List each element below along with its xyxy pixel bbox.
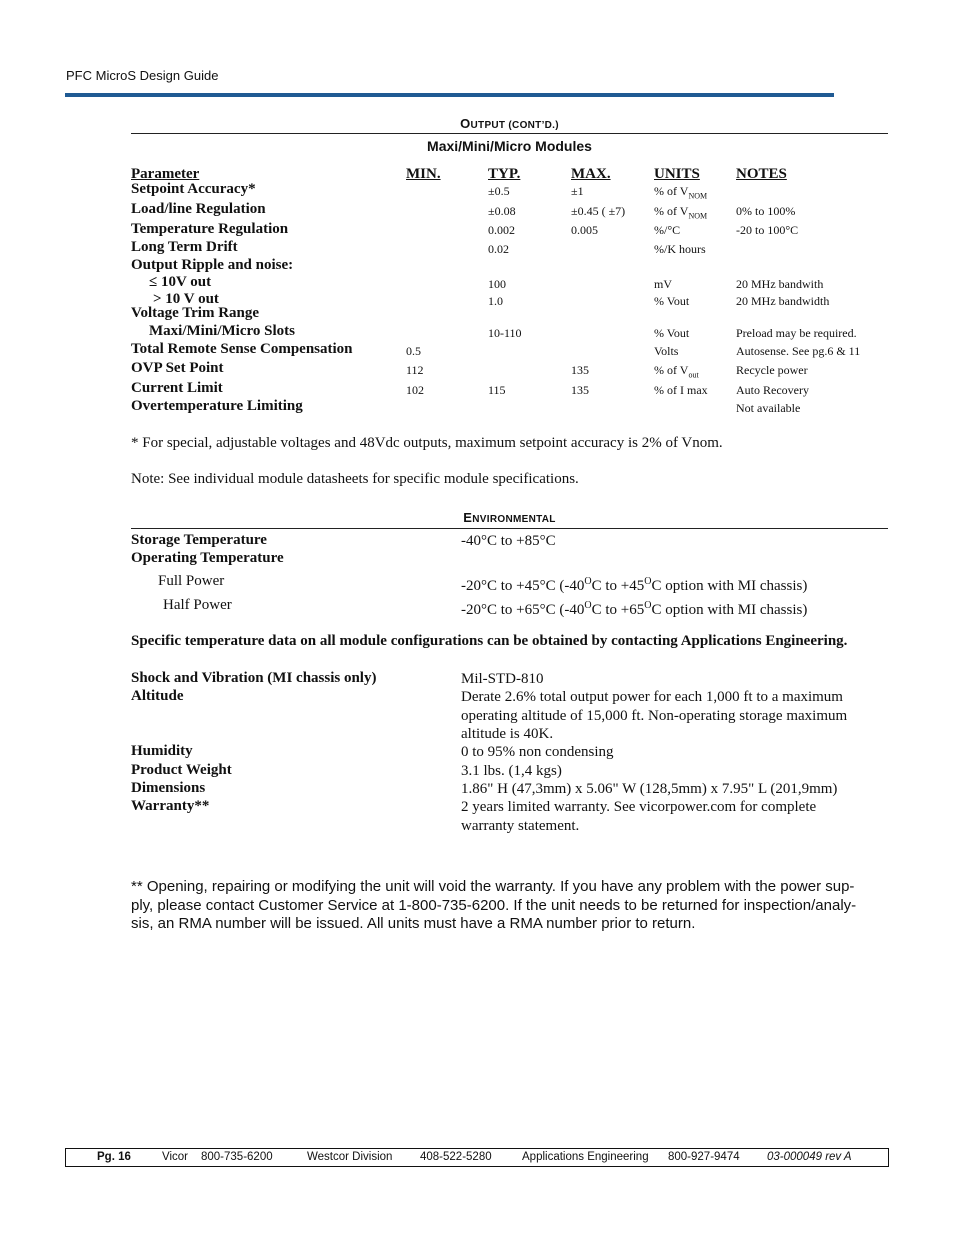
row-setpoint-max: ±1 bbox=[571, 184, 584, 198]
col-typ: TYP. bbox=[488, 166, 521, 182]
row-ovp-notes: Recycle power bbox=[736, 363, 808, 377]
row-trim-label: Voltage Trim Range bbox=[131, 305, 260, 321]
row-loadline-notes: 0% to 100% bbox=[736, 204, 796, 218]
row-ovp-max: 135 bbox=[571, 363, 589, 377]
specific-temp-note: Specific temperature data on all module configurations can be obtained by contacting Applications Engineering. bbox=[131, 633, 848, 649]
shock-value: Mil-STD-810 bbox=[461, 671, 544, 687]
footer-apps-phone: 800-927-9474 bbox=[668, 1151, 740, 1163]
dimensions-label: Dimensions bbox=[131, 780, 206, 796]
row-ripple-label: Output Ripple and noise: bbox=[131, 257, 294, 273]
row-ripple-high-units: % Vout bbox=[654, 294, 690, 308]
row-ovp-min: 112 bbox=[406, 363, 424, 377]
output-section-rule bbox=[131, 133, 888, 134]
row-overtemp-label: Overtemperature Limiting bbox=[131, 398, 303, 414]
row-ripple-low-typ: 100 bbox=[488, 277, 506, 291]
warranty-value: 2 years limited warranty. See vicorpower.com for complete warranty statement. bbox=[461, 799, 817, 834]
setpoint-footnote: * For special, adjustable voltages and 48Vdc outputs, maximum setpoint accuracy is 2% of Vnom. bbox=[131, 435, 723, 451]
row-remote-units: Volts bbox=[654, 344, 679, 358]
row-current-max: 135 bbox=[571, 383, 589, 397]
row-current-units: % of I max bbox=[654, 383, 708, 397]
row-trim-slots-units: % Vout bbox=[654, 326, 690, 340]
row-loadline-label: Load/line Regulation bbox=[131, 201, 266, 217]
row-ripple-high-label: > 10 V out bbox=[153, 291, 219, 307]
row-ripple-low-notes: 20 MHz bandwith bbox=[736, 277, 824, 291]
operating-temp-label: Operating Temperature bbox=[131, 550, 284, 566]
row-current-label: Current Limit bbox=[131, 380, 223, 396]
row-ovp-units: % of $V_{out}$ bbox=[654, 363, 699, 380]
col-notes: NOTES bbox=[736, 166, 787, 182]
header-rule bbox=[65, 93, 834, 97]
weight-label: Product Weight bbox=[131, 762, 232, 778]
row-overtemp-notes: Not available bbox=[736, 401, 801, 415]
col-parameter: Parameter bbox=[131, 166, 200, 182]
row-setpoint-units: % of $V_{NOM}$ bbox=[654, 184, 708, 201]
environmental-rule bbox=[131, 528, 888, 529]
row-ripple-high-typ: 1.0 bbox=[488, 294, 503, 308]
warranty-label: Warranty** bbox=[131, 798, 210, 814]
footer-doc-number: 03-000049 rev A bbox=[767, 1151, 852, 1163]
row-loadline-typ: ±0.08 bbox=[488, 204, 516, 218]
row-loadline-max: ±0.45 ( ±7) bbox=[571, 204, 626, 218]
humidity-value: 0 to 95% non condensing bbox=[461, 744, 614, 760]
datasheet-note: Note: See individual module datasheets for specific module specifications. bbox=[131, 471, 579, 487]
col-units: UNITS bbox=[654, 166, 700, 182]
altitude-label: Altitude bbox=[131, 688, 184, 704]
humidity-label: Humidity bbox=[131, 743, 193, 759]
row-drift-units: %/K hours bbox=[654, 242, 706, 256]
dimensions-value: 1.86" H (47,3mm) x 5.06" W (128,5mm) x 7.95" L (201,9mm) bbox=[461, 781, 838, 797]
footer-vicor-phone: 800-735-6200 bbox=[201, 1151, 273, 1163]
row-ovp-label: OVP Set Point bbox=[131, 360, 224, 376]
storage-temp-value: -40°C to +85°C bbox=[461, 533, 556, 549]
col-min: MIN. bbox=[406, 166, 441, 182]
row-trim-slots-label: Maxi/Mini/Micro Slots bbox=[149, 323, 295, 339]
page-number: Pg. 16 bbox=[97, 1151, 131, 1163]
row-tempreg-units: %/°C bbox=[654, 223, 681, 237]
row-setpoint-label: Setpoint Accuracy* bbox=[131, 181, 256, 197]
full-power-value: -20°C to +45°C ($-40^OC$ to $+45^OC$ option with MI chassis) bbox=[461, 576, 808, 594]
document-title: PFC MicroS Design Guide bbox=[66, 68, 219, 83]
row-remote-min: 0.5 bbox=[406, 344, 421, 358]
footer-vicor: Vicor bbox=[162, 1151, 188, 1163]
row-ripple-high-notes: 20 MHz bandwidth bbox=[736, 294, 830, 308]
footer-westcor: Westcor Division bbox=[307, 1151, 393, 1163]
footer-apps: Applications Engineering bbox=[522, 1151, 649, 1163]
half-power-value: -20°C to +65°C ($-40^OC$ to $+65^OC$ option with MI chassis) bbox=[461, 600, 808, 618]
row-current-min: 102 bbox=[406, 383, 424, 397]
weight-value: 3.1 lbs. (1,4 kgs) bbox=[461, 763, 562, 779]
row-current-notes: Auto Recovery bbox=[736, 383, 809, 397]
output-subheading: Maxi/Mini/Micro Modules bbox=[427, 138, 592, 154]
page-footer bbox=[65, 1148, 889, 1167]
output-section-heading: OUTPUT (CONT’D.) bbox=[460, 116, 559, 131]
full-power-label: Full Power bbox=[158, 573, 225, 589]
row-remote-label: Total Remote Sense Compensation bbox=[131, 341, 353, 357]
col-max: MAX. bbox=[571, 166, 611, 182]
row-trim-slots-notes: Preload may be required. bbox=[736, 326, 857, 340]
row-tempreg-typ: 0.002 bbox=[488, 223, 515, 237]
row-tempreg-notes: -20 to 100°C bbox=[736, 223, 799, 237]
altitude-value: Derate 2.6% total output power for each 1,000 ft to a maximum operating altitude of 15,000 ft. Non-operating storage maximum altitude is 40K. bbox=[461, 689, 848, 742]
shock-label: Shock and Vibration (MI chassis only) bbox=[131, 670, 377, 686]
row-drift-typ: 0.02 bbox=[488, 242, 509, 256]
footer-westcor-phone: 408-522-5280 bbox=[420, 1151, 492, 1163]
row-tempreg-label: Temperature Regulation bbox=[131, 221, 289, 237]
row-current-typ: 115 bbox=[488, 383, 506, 397]
row-ripple-low-units: mV bbox=[654, 277, 672, 291]
row-tempreg-max: 0.005 bbox=[571, 223, 598, 237]
environmental-heading: ENVIRONMENTAL bbox=[463, 510, 556, 525]
warranty-note: ** Opening, repairing or modifying the unit will void the warranty. If you have any problem with the power sup- ply, please contact Customer Service at 1-800-735-6200. If the unit needs to be returned for inspection/analy- sis, an RMA number will be issued. All units must have a RMA number prior to return. bbox=[131, 878, 857, 932]
row-ripple-low-label: ≤ 10V out bbox=[149, 274, 212, 290]
row-drift-label: Long Term Drift bbox=[131, 239, 238, 255]
row-trim-slots-typ: 10-110 bbox=[488, 326, 522, 340]
row-setpoint-typ: ±0.5 bbox=[488, 184, 510, 198]
storage-temp-label: Storage Temperature bbox=[131, 532, 267, 548]
half-power-label: Half Power bbox=[163, 597, 232, 613]
row-loadline-units: % of $V_{NOM}$ bbox=[654, 204, 708, 221]
row-remote-notes: Autosense. See pg.6 & 11 bbox=[736, 344, 861, 358]
